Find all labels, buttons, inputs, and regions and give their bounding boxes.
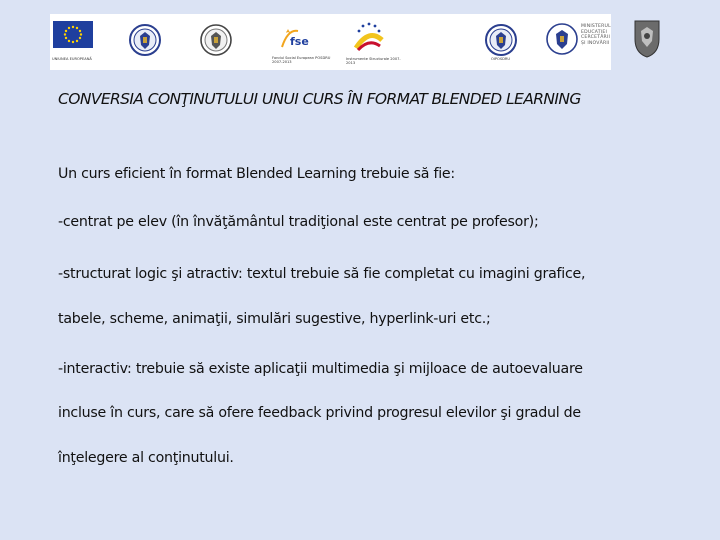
bullet-structurat-cont: tabele, scheme, animaţii, simulări sugestive, hyperlink-uri etc.; bbox=[58, 311, 491, 327]
page-title: CONVERSIA CONŢINUTULUI UNUI CURS ÎN FORMAT BLENDED LEARNING bbox=[58, 90, 581, 108]
logo-strip bbox=[50, 14, 611, 70]
bullet-centrat: -centrat pe elev (în învăţământul tradiţional este centrat pe profesor); bbox=[58, 214, 539, 230]
instrumente-structurale-logo-icon bbox=[350, 20, 388, 56]
bullet-interactiv: -interactiv: trebuie să existe aplicaţii multimedia şi mijloace de autoevaluare bbox=[58, 361, 583, 377]
instrumente-caption: Instrumente Structurale 2007-2013 bbox=[346, 57, 401, 66]
svg-text:fse: fse bbox=[290, 35, 309, 48]
bullet-structurat: -structurat logic şi atractiv: textul trebuie să fie completat cu imagini grafice, bbox=[58, 266, 586, 282]
academy-crest-icon bbox=[631, 17, 663, 59]
ministry-education-crest-icon bbox=[545, 21, 579, 57]
eu-flag-logo bbox=[53, 21, 93, 48]
ministry-crest-icon bbox=[200, 23, 232, 57]
government-crest-icon bbox=[129, 23, 161, 57]
intro-paragraph: Un curs eficient în format Blended Learning trebuie să fie: bbox=[58, 166, 455, 182]
fse-logo-icon bbox=[276, 25, 312, 53]
bullet-interactiv-cont-1: incluse în curs, care să ofere feedback privind progresul elevilor şi gradul de bbox=[58, 405, 581, 421]
fse-caption: Fondul Social European POSDRU 2007-2013 bbox=[272, 56, 331, 65]
bullet-interactiv-cont-2: înţelegere al conţinutului. bbox=[58, 450, 234, 466]
oiposdru-caption: OIPOSDRU bbox=[491, 57, 511, 61]
ministry-name-text: MINISTERUL EDUCAȚIEI CERCETĂRII ȘI INOVĂRII bbox=[581, 24, 611, 46]
eu-caption: UNIUNEA EUROPEANĂ bbox=[52, 57, 92, 61]
oiposdru-crest-icon bbox=[485, 23, 517, 57]
